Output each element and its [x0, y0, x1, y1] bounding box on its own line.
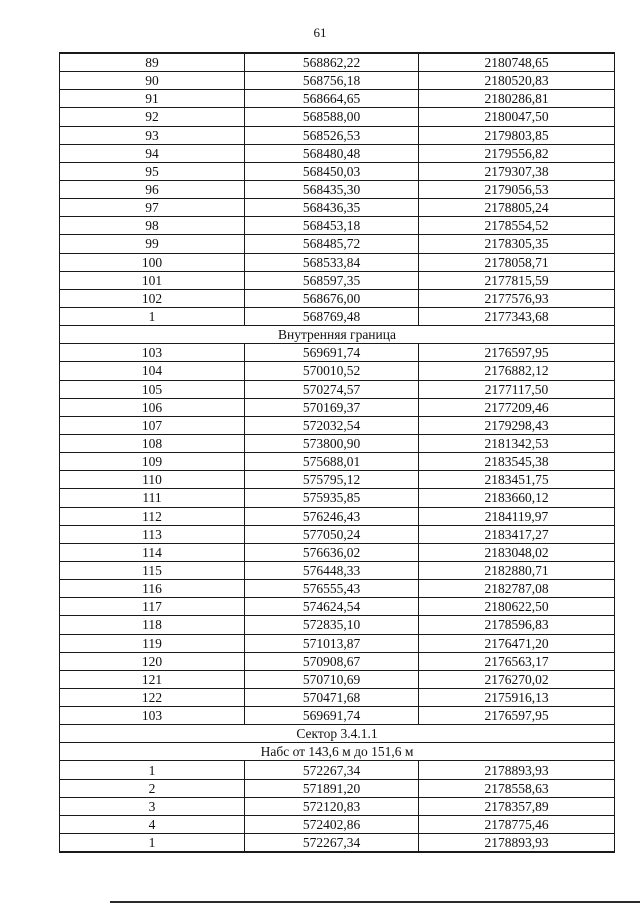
x-coordinate-cell: 572835,10 — [245, 616, 419, 634]
table-row — [60, 634, 615, 652]
section-header-label: Внутренняя граница — [60, 326, 615, 344]
point-number-cell: 114 — [60, 543, 245, 561]
y-coordinate-cell: 2177209,46 — [419, 398, 615, 416]
x-coordinate-cell: 570710,69 — [245, 670, 419, 688]
point-number-cell: 103 — [60, 707, 245, 725]
x-coordinate-cell: 575795,12 — [245, 471, 419, 489]
table-row — [60, 489, 615, 507]
y-coordinate-cell: 2179307,38 — [419, 162, 615, 180]
section-header-row — [60, 743, 615, 761]
x-coordinate-cell: 573800,90 — [245, 434, 419, 452]
x-coordinate-cell: 568588,00 — [245, 108, 419, 126]
x-coordinate-cell: 577050,24 — [245, 525, 419, 543]
table-row — [60, 217, 615, 235]
point-number-cell: 121 — [60, 670, 245, 688]
point-number-cell: 96 — [60, 180, 245, 198]
table-row — [60, 72, 615, 90]
x-coordinate-cell: 569691,74 — [245, 344, 419, 362]
point-number-cell: 122 — [60, 688, 245, 706]
x-coordinate-cell: 568453,18 — [245, 217, 419, 235]
x-coordinate-cell: 568664,65 — [245, 90, 419, 108]
y-coordinate-cell: 2178558,63 — [419, 779, 615, 797]
point-number-cell: 116 — [60, 580, 245, 598]
point-number-cell: 100 — [60, 253, 245, 271]
point-number-cell: 110 — [60, 471, 245, 489]
y-coordinate-cell: 2178596,83 — [419, 616, 615, 634]
y-coordinate-cell: 2179298,43 — [419, 416, 615, 434]
y-coordinate-cell: 2178554,52 — [419, 217, 615, 235]
table-row — [60, 707, 615, 725]
x-coordinate-cell: 568485,72 — [245, 235, 419, 253]
point-number-cell: 93 — [60, 126, 245, 144]
table-row — [60, 543, 615, 561]
table-row — [60, 344, 615, 362]
x-coordinate-cell: 568597,35 — [245, 271, 419, 289]
table-row — [60, 271, 615, 289]
point-number-cell: 102 — [60, 289, 245, 307]
point-number-cell: 97 — [60, 199, 245, 217]
table-row — [60, 307, 615, 325]
y-coordinate-cell: 2178805,24 — [419, 199, 615, 217]
table-row — [60, 90, 615, 108]
y-coordinate-cell: 2175916,13 — [419, 688, 615, 706]
point-number-cell: 101 — [60, 271, 245, 289]
y-coordinate-cell: 2180520,83 — [419, 72, 615, 90]
x-coordinate-cell: 572267,34 — [245, 834, 419, 853]
y-coordinate-cell: 2180047,50 — [419, 108, 615, 126]
y-coordinate-cell: 2176597,95 — [419, 707, 615, 725]
table-row — [60, 616, 615, 634]
y-coordinate-cell: 2182880,71 — [419, 561, 615, 579]
table-row — [60, 434, 615, 452]
x-coordinate-cell: 572402,86 — [245, 815, 419, 833]
y-coordinate-cell: 2178893,93 — [419, 834, 615, 853]
table-row — [60, 289, 615, 307]
x-coordinate-cell: 568480,48 — [245, 144, 419, 162]
table-row — [60, 580, 615, 598]
x-coordinate-cell: 572032,54 — [245, 416, 419, 434]
x-coordinate-cell: 576246,43 — [245, 507, 419, 525]
table-row — [60, 53, 615, 72]
x-coordinate-cell: 576555,43 — [245, 580, 419, 598]
point-number-cell: 120 — [60, 652, 245, 670]
table-row — [60, 652, 615, 670]
point-number-cell: 92 — [60, 108, 245, 126]
table-row — [60, 797, 615, 815]
y-coordinate-cell: 2183660,12 — [419, 489, 615, 507]
x-coordinate-cell: 571891,20 — [245, 779, 419, 797]
y-coordinate-cell: 2178893,93 — [419, 761, 615, 779]
table-row — [60, 561, 615, 579]
table-row — [60, 108, 615, 126]
y-coordinate-cell: 2176882,12 — [419, 362, 615, 380]
table-row — [60, 525, 615, 543]
table-row — [60, 126, 615, 144]
x-coordinate-cell: 570908,67 — [245, 652, 419, 670]
table-row — [60, 507, 615, 525]
point-number-cell: 94 — [60, 144, 245, 162]
x-coordinate-cell: 572267,34 — [245, 761, 419, 779]
x-coordinate-cell: 575935,85 — [245, 489, 419, 507]
point-number-cell: 1 — [60, 307, 245, 325]
y-coordinate-cell: 2181342,53 — [419, 434, 615, 452]
x-coordinate-cell: 574624,54 — [245, 598, 419, 616]
point-number-cell: 107 — [60, 416, 245, 434]
x-coordinate-cell: 568533,84 — [245, 253, 419, 271]
table-row — [60, 815, 615, 833]
y-coordinate-cell: 2184119,97 — [419, 507, 615, 525]
section-header-label: Набс от 143,6 м до 151,6 м — [60, 743, 615, 761]
point-number-cell: 111 — [60, 489, 245, 507]
table-row — [60, 199, 615, 217]
y-coordinate-cell: 2179803,85 — [419, 126, 615, 144]
y-coordinate-cell: 2179056,53 — [419, 180, 615, 198]
table-row — [60, 670, 615, 688]
x-coordinate-cell: 568769,48 — [245, 307, 419, 325]
table-row — [60, 362, 615, 380]
table-row — [60, 416, 615, 434]
point-number-cell: 113 — [60, 525, 245, 543]
table-row — [60, 761, 615, 779]
table-row — [60, 162, 615, 180]
table-row — [60, 834, 615, 853]
point-number-cell: 90 — [60, 72, 245, 90]
y-coordinate-cell: 2178305,35 — [419, 235, 615, 253]
x-coordinate-cell: 572120,83 — [245, 797, 419, 815]
y-coordinate-cell: 2177576,93 — [419, 289, 615, 307]
point-number-cell: 1 — [60, 761, 245, 779]
point-number-cell: 105 — [60, 380, 245, 398]
x-coordinate-cell: 570169,37 — [245, 398, 419, 416]
y-coordinate-cell: 2180622,50 — [419, 598, 615, 616]
y-coordinate-cell: 2176563,17 — [419, 652, 615, 670]
y-coordinate-cell: 2178775,46 — [419, 815, 615, 833]
y-coordinate-cell: 2177815,59 — [419, 271, 615, 289]
point-number-cell: 119 — [60, 634, 245, 652]
x-coordinate-cell: 569691,74 — [245, 707, 419, 725]
coordinates-table-body — [60, 53, 615, 852]
point-number-cell: 104 — [60, 362, 245, 380]
table-row — [60, 398, 615, 416]
x-coordinate-cell: 568676,00 — [245, 289, 419, 307]
point-number-cell: 112 — [60, 507, 245, 525]
point-number-cell: 106 — [60, 398, 245, 416]
point-number-cell: 98 — [60, 217, 245, 235]
y-coordinate-cell: 2177343,68 — [419, 307, 615, 325]
x-coordinate-cell: 568450,03 — [245, 162, 419, 180]
x-coordinate-cell: 570274,57 — [245, 380, 419, 398]
y-coordinate-cell: 2183545,38 — [419, 453, 615, 471]
table-row — [60, 180, 615, 198]
page-number: 61 — [313, 25, 327, 40]
y-coordinate-cell: 2176270,02 — [419, 670, 615, 688]
x-coordinate-cell: 568436,35 — [245, 199, 419, 217]
point-number-cell: 3 — [60, 797, 245, 815]
table-row — [60, 235, 615, 253]
section-header-label: Сектор 3.4.1.1 — [60, 725, 615, 743]
bottom-rule — [110, 901, 640, 903]
point-number-cell: 108 — [60, 434, 245, 452]
y-coordinate-cell: 2176597,95 — [419, 344, 615, 362]
x-coordinate-cell: 570471,68 — [245, 688, 419, 706]
table-row — [60, 380, 615, 398]
x-coordinate-cell: 568435,30 — [245, 180, 419, 198]
y-coordinate-cell: 2182787,08 — [419, 580, 615, 598]
y-coordinate-cell: 2183048,02 — [419, 543, 615, 561]
x-coordinate-cell: 570010,52 — [245, 362, 419, 380]
point-number-cell: 115 — [60, 561, 245, 579]
x-coordinate-cell: 568862,22 — [245, 53, 419, 72]
point-number-cell: 117 — [60, 598, 245, 616]
y-coordinate-cell: 2180286,81 — [419, 90, 615, 108]
point-number-cell: 89 — [60, 53, 245, 72]
table-row — [60, 471, 615, 489]
y-coordinate-cell: 2176471,20 — [419, 634, 615, 652]
point-number-cell: 103 — [60, 344, 245, 362]
point-number-cell: 1 — [60, 834, 245, 853]
x-coordinate-cell: 575688,01 — [245, 453, 419, 471]
y-coordinate-cell: 2177117,50 — [419, 380, 615, 398]
x-coordinate-cell: 568526,53 — [245, 126, 419, 144]
point-number-cell: 91 — [60, 90, 245, 108]
table-row — [60, 598, 615, 616]
y-coordinate-cell: 2179556,82 — [419, 144, 615, 162]
x-coordinate-cell: 576636,02 — [245, 543, 419, 561]
point-number-cell: 2 — [60, 779, 245, 797]
table-row — [60, 453, 615, 471]
x-coordinate-cell: 576448,33 — [245, 561, 419, 579]
y-coordinate-cell: 2178058,71 — [419, 253, 615, 271]
point-number-cell: 99 — [60, 235, 245, 253]
x-coordinate-cell: 568756,18 — [245, 72, 419, 90]
table-row — [60, 688, 615, 706]
coordinates-table — [59, 52, 615, 853]
point-number-cell: 109 — [60, 453, 245, 471]
y-coordinate-cell: 2183417,27 — [419, 525, 615, 543]
table-row — [60, 144, 615, 162]
section-header-row — [60, 725, 615, 743]
section-header-row — [60, 326, 615, 344]
y-coordinate-cell: 2178357,89 — [419, 797, 615, 815]
point-number-cell: 95 — [60, 162, 245, 180]
x-coordinate-cell: 571013,87 — [245, 634, 419, 652]
y-coordinate-cell: 2183451,75 — [419, 471, 615, 489]
table-row — [60, 779, 615, 797]
point-number-cell: 4 — [60, 815, 245, 833]
table-row — [60, 253, 615, 271]
point-number-cell: 118 — [60, 616, 245, 634]
y-coordinate-cell: 2180748,65 — [419, 53, 615, 72]
